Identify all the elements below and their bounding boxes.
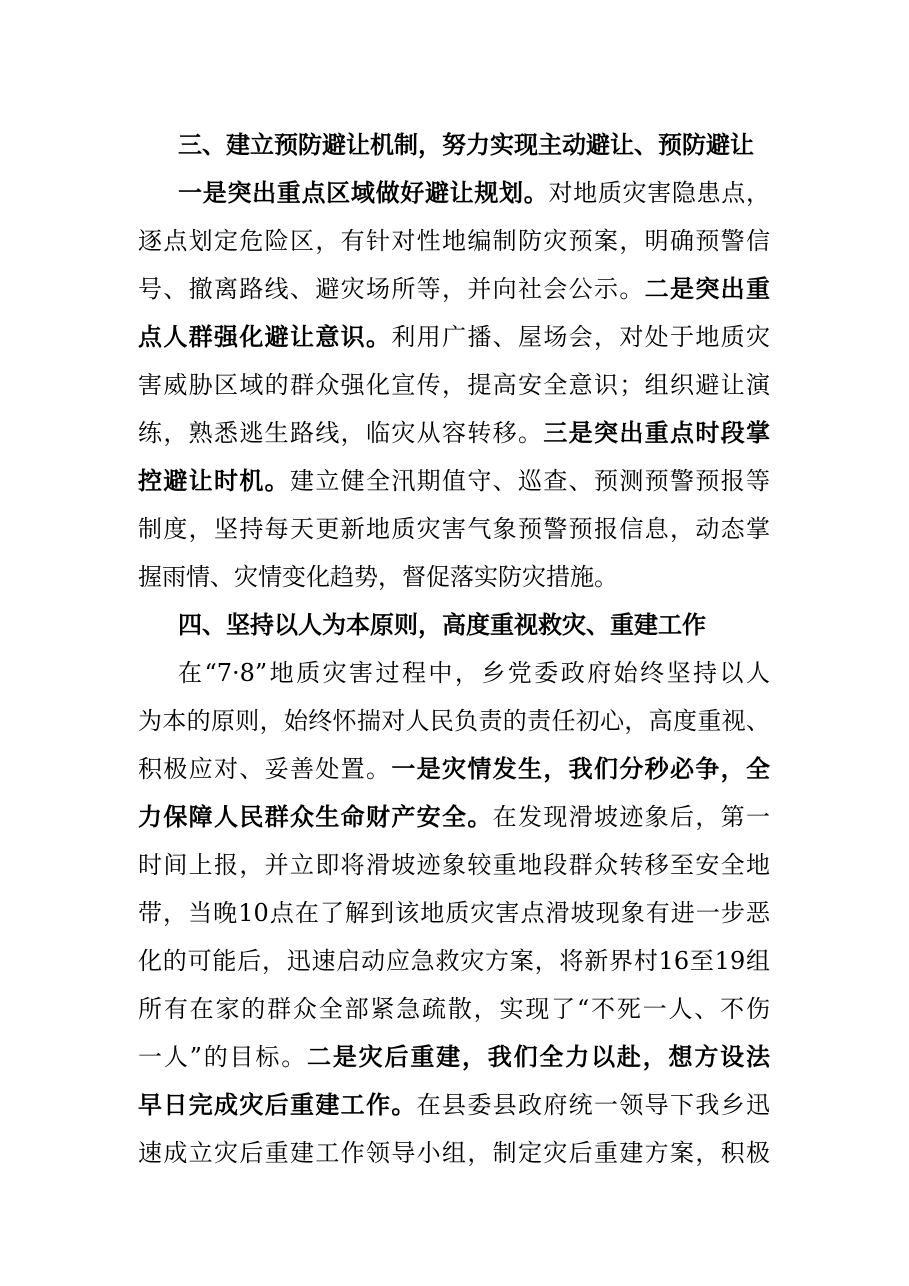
paragraph-line — [138, 409, 770, 457]
paragraph-line — [138, 697, 770, 745]
paragraph-line — [138, 265, 770, 313]
paragraph-line — [138, 649, 770, 697]
section-heading-4: 四、坚持以人为本原则，高度重视救灾、重建工作 — [178, 610, 706, 639]
text-run: 对地质灾害隐患点， — [548, 179, 771, 207]
bold-phrase: 三是突出重点时段掌 — [543, 418, 771, 447]
text-run: 握雨情、灾情变化趋势，督促落实防灾措施。 — [138, 563, 618, 591]
paragraph-line — [138, 745, 770, 793]
paragraph-line — [138, 1033, 770, 1081]
text-run: 所有在家的群众全部紧急疏散，实现了“不死一人、不伤 — [138, 995, 770, 1023]
text-run: 带，当晚10点在了解到该地质灾害点滑坡现象有进一步恶 — [138, 899, 770, 927]
paragraph-line — [138, 313, 770, 361]
text-run: 练，熟悉逃生路线，临灾从容转移。 — [138, 419, 544, 447]
text-run: 在县委县政府统一领导下我乡迅 — [416, 1091, 771, 1119]
text-run: 号、撤离路线、避灾场所等，并向社会公示。 — [138, 275, 645, 303]
paragraph-line — [138, 793, 770, 841]
text-run: 利用广播、屋场会，对处于地质灾 — [391, 323, 771, 351]
paragraph-line — [138, 985, 770, 1033]
paragraph-line — [138, 841, 770, 889]
bold-phrase: 二是突出重 — [644, 274, 771, 303]
paragraph-line — [138, 889, 770, 937]
text-run: 一人”的目标。 — [138, 1043, 308, 1071]
bold-phrase: 一是突出重点区域做好避让规划。 — [178, 178, 549, 207]
document-page — [138, 121, 770, 1177]
text-run: 建立健全汛期值守、巡查、预测预警预报等 — [290, 467, 770, 495]
paragraph-line — [138, 361, 770, 409]
paragraph-line — [138, 1081, 770, 1129]
section-heading-3: 三、建立预防避让机制，努力实现主动避让、预防避让 — [178, 130, 754, 159]
text-run: 逐点划定危险区，有针对性地编制防灾预案，明确预警信 — [138, 227, 770, 255]
text-run: 在发现滑坡迹象后，第一 — [492, 803, 771, 831]
paragraph-line — [138, 1129, 770, 1177]
bold-phrase: 二是灾后重建，我们全力以赴，想方设法 — [307, 1042, 770, 1071]
paragraph-line — [138, 505, 770, 553]
bold-phrase: 早日完成灾后重建工作。 — [138, 1090, 417, 1119]
text-run: 积极应对、妥善处置。 — [138, 755, 392, 783]
paragraph-line — [138, 937, 770, 985]
bold-phrase: 点人群强化避让意识。 — [138, 322, 392, 351]
text-run: 制度，坚持每天更新地质灾害气象预警预报信息，动态掌 — [138, 515, 770, 543]
paragraph-line — [138, 217, 770, 265]
text-run: 害威胁区域的群众强化宣传，提高安全意识；组织避让演 — [138, 371, 770, 399]
text-run: 为本的原则，始终怀揣对人民负责的责任初心，高度重视、 — [138, 707, 770, 735]
paragraph-line — [138, 553, 770, 601]
bold-phrase: 力保障人民群众生命财产安全。 — [138, 802, 493, 831]
text-run: 速成立灾后重建工作领导小组，制定灾后重建方案，积极 — [138, 1139, 770, 1167]
text-run: 化的可能后，迅速启动应急救灾方案，将新界村16至19组 — [138, 947, 770, 975]
bold-phrase: 一是灾情发生，我们分秒必争，全 — [391, 754, 771, 783]
text-run: 在“7·8”地质灾害过程中，乡党委政府始终坚持以人 — [178, 659, 770, 687]
paragraph-line — [138, 169, 770, 217]
paragraph-line — [138, 457, 770, 505]
text-run: 时间上报，并立即将滑坡迹象较重地段群众转移至安全地 — [138, 851, 770, 879]
bold-phrase: 控避让时机。 — [138, 466, 290, 495]
